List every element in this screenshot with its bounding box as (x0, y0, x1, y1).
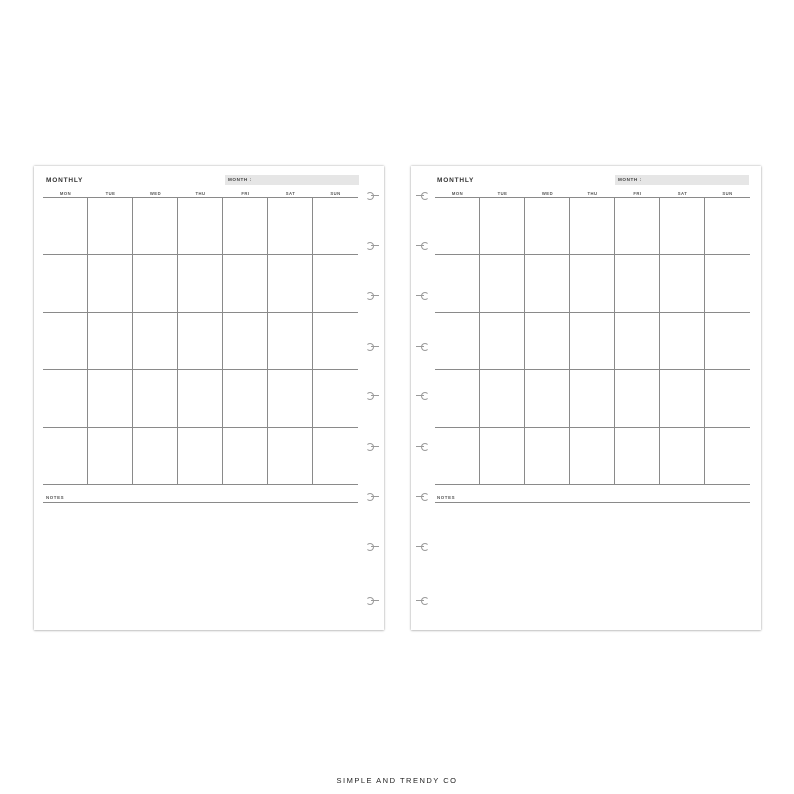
day-cell[interactable] (660, 255, 705, 312)
planner-page-right (411, 166, 761, 630)
day-cell[interactable] (435, 313, 480, 370)
day-cell[interactable] (88, 198, 133, 255)
day-cell[interactable] (268, 428, 313, 485)
weekday-sat: SAT (677, 191, 688, 196)
day-cell[interactable] (615, 255, 660, 312)
binder-slot (415, 242, 429, 248)
day-cell[interactable] (133, 198, 178, 255)
binder-slot (366, 543, 380, 549)
weekday-wed: WED (149, 191, 162, 196)
day-cell[interactable] (178, 370, 223, 427)
weekday-tue: TUE (105, 191, 116, 196)
day-cell[interactable] (435, 198, 480, 255)
day-cell[interactable] (660, 198, 705, 255)
day-cell[interactable] (268, 370, 313, 427)
day-cell[interactable] (268, 255, 313, 312)
day-cell[interactable] (223, 370, 268, 427)
binder-slot (415, 343, 429, 349)
day-cell[interactable] (480, 255, 525, 312)
notes-label: NOTES (437, 495, 456, 500)
binder-slot (415, 392, 429, 398)
day-cell[interactable] (43, 198, 88, 255)
day-cell[interactable] (705, 428, 750, 485)
day-cell[interactable] (88, 313, 133, 370)
day-cell[interactable] (570, 370, 615, 427)
day-cell[interactable] (178, 313, 223, 370)
binder-slot (366, 343, 380, 349)
day-cell[interactable] (525, 428, 570, 485)
day-cell[interactable] (480, 370, 525, 427)
weekday-sat: SAT (285, 191, 296, 196)
day-cell[interactable] (435, 428, 480, 485)
day-cell[interactable] (615, 428, 660, 485)
day-cell[interactable] (660, 370, 705, 427)
day-cell[interactable] (313, 428, 358, 485)
day-cell[interactable] (178, 198, 223, 255)
day-cell[interactable] (313, 370, 358, 427)
binder-slot (415, 292, 429, 298)
binder-slot (415, 192, 429, 198)
day-cell[interactable] (615, 198, 660, 255)
day-cell[interactable] (268, 198, 313, 255)
day-cell[interactable] (435, 255, 480, 312)
day-cell[interactable] (480, 198, 525, 255)
calendar-grid (43, 197, 358, 484)
binder-slot (415, 597, 429, 603)
day-cell[interactable] (88, 370, 133, 427)
weekday-mon: MON (59, 191, 72, 196)
day-cell[interactable] (525, 255, 570, 312)
day-cell[interactable] (43, 313, 88, 370)
planner-page-left (34, 166, 384, 630)
month-field[interactable] (615, 175, 749, 185)
day-cell[interactable] (133, 428, 178, 485)
day-cell[interactable] (705, 255, 750, 312)
day-cell[interactable] (223, 198, 268, 255)
day-cell[interactable] (660, 313, 705, 370)
day-cell[interactable] (223, 428, 268, 485)
day-cell[interactable] (660, 428, 705, 485)
weekday-mon: MON (451, 191, 464, 196)
day-cell[interactable] (313, 255, 358, 312)
day-cell[interactable] (480, 313, 525, 370)
weekday-sun: SUN (330, 191, 341, 196)
day-cell[interactable] (133, 370, 178, 427)
binder-slot (366, 392, 380, 398)
day-cell[interactable] (705, 370, 750, 427)
page-title: MONTHLY (437, 177, 475, 184)
weekday-sun: SUN (722, 191, 733, 196)
day-cell[interactable] (705, 313, 750, 370)
day-cell[interactable] (480, 428, 525, 485)
day-cell[interactable] (223, 313, 268, 370)
day-cell[interactable] (570, 313, 615, 370)
weekday-tue: TUE (497, 191, 508, 196)
day-cell[interactable] (223, 255, 268, 312)
month-label: MONTH : (618, 177, 642, 182)
weekday-fri: FRI (633, 191, 642, 196)
day-cell[interactable] (88, 255, 133, 312)
day-cell[interactable] (525, 370, 570, 427)
calendar-grid (435, 197, 750, 484)
day-cell[interactable] (43, 255, 88, 312)
weekday-fri: FRI (241, 191, 250, 196)
month-label: MONTH : (228, 177, 252, 182)
binder-slot (366, 493, 380, 499)
month-field[interactable] (225, 175, 359, 185)
day-cell[interactable] (43, 428, 88, 485)
day-cell[interactable] (615, 313, 660, 370)
notes-divider (435, 502, 750, 503)
weekday-wed: WED (541, 191, 554, 196)
weekday-thu: THU (587, 191, 598, 196)
day-cell[interactable] (43, 370, 88, 427)
day-cell[interactable] (570, 255, 615, 312)
day-cell[interactable] (178, 428, 223, 485)
notes-label: NOTES (46, 495, 65, 500)
binder-slot (415, 543, 429, 549)
binder-slot (415, 493, 429, 499)
day-cell[interactable] (570, 428, 615, 485)
binder-slot (415, 443, 429, 449)
binder-slot (366, 192, 380, 198)
day-cell[interactable] (705, 198, 750, 255)
day-cell[interactable] (133, 313, 178, 370)
brand-footer: SIMPLE AND TRENDY CO (336, 776, 458, 785)
day-cell[interactable] (435, 370, 480, 427)
day-cell[interactable] (525, 313, 570, 370)
notes-divider (43, 502, 358, 503)
day-cell[interactable] (615, 370, 660, 427)
page-title: MONTHLY (46, 177, 84, 184)
day-cell[interactable] (525, 198, 570, 255)
day-cell[interactable] (178, 255, 223, 312)
weekday-thu: THU (195, 191, 206, 196)
binder-slot (366, 292, 380, 298)
day-cell[interactable] (133, 255, 178, 312)
day-cell[interactable] (570, 198, 615, 255)
day-cell[interactable] (268, 313, 313, 370)
day-cell[interactable] (88, 428, 133, 485)
binder-slot (366, 443, 380, 449)
day-cell[interactable] (313, 198, 358, 255)
binder-slot (366, 597, 380, 603)
day-cell[interactable] (313, 313, 358, 370)
binder-slot (366, 242, 380, 248)
